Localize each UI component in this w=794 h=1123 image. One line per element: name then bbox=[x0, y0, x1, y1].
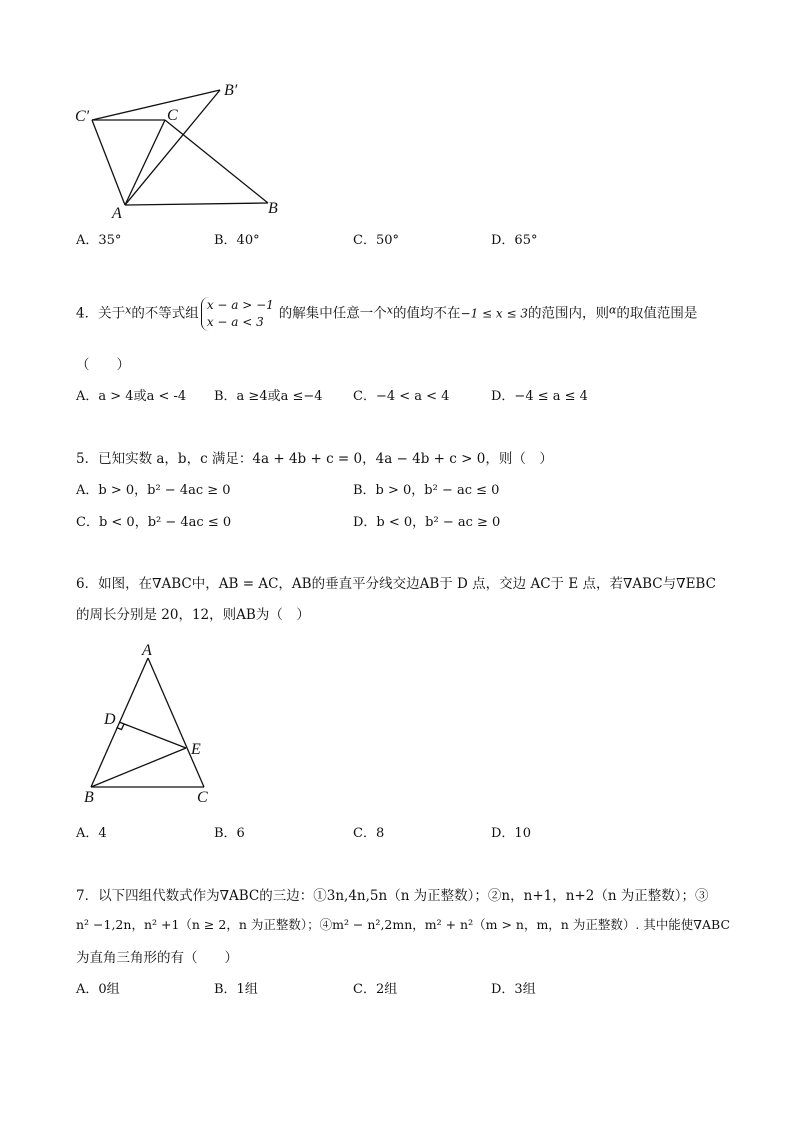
q7-option-b: B．1组 bbox=[214, 982, 258, 997]
figure-q3 bbox=[70, 75, 300, 225]
q7-option-a: A．0组 bbox=[76, 982, 120, 997]
label-b: B bbox=[84, 789, 94, 806]
q5-option-b: B．b > 0，b² − ac ≤ 0 bbox=[353, 483, 500, 498]
q4-option-d: D．−4 ≤ a ≤ 4 bbox=[491, 389, 588, 404]
q3-option-a: A．35° bbox=[76, 233, 122, 248]
label-a: A bbox=[112, 205, 122, 222]
q3-option-c: C．50° bbox=[353, 233, 399, 248]
q7-option-d: D．3组 bbox=[491, 982, 536, 997]
q6-option-c: C．8 bbox=[353, 826, 385, 841]
inequality-system: x − a > −1 x − a < 3 bbox=[201, 297, 277, 331]
label-b-prime: B′ bbox=[224, 82, 238, 99]
q3-option-d: D．65° bbox=[491, 233, 538, 248]
label-c: C bbox=[197, 789, 208, 806]
q7-stem-line2: n² −1,2n，n² +1（n ≥ 2，n 为正整数）；④m² − n²,2mn，m² + n²（m > n，m，n 为正整数）. 其中能使∇ABC bbox=[76, 917, 731, 932]
segment-a-c bbox=[148, 658, 204, 787]
q6-option-a: A．4 bbox=[76, 826, 107, 841]
segment-a-b bbox=[125, 203, 268, 205]
label-a: A bbox=[142, 642, 152, 659]
q4-stem: 4．关于$^x$的不等式组x − a > −1 x − a < 3的解集中任意一个$^x$的值均不在−1 ≤ x ≤ 3的范围内，则$^\alpha$的取值范围是 bbox=[76, 298, 698, 329]
q4-option-c: C．−4 < a < 4 bbox=[353, 389, 450, 404]
q5-option-a: A．b > 0，b² − 4ac ≥ 0 bbox=[76, 483, 231, 498]
segment-d-e bbox=[119, 722, 186, 748]
q6-option-b: B．6 bbox=[214, 826, 245, 841]
q7-option-c: C．2组 bbox=[353, 982, 398, 997]
segment-c-prime-b-prime bbox=[92, 90, 220, 120]
q3-option-b: B．40° bbox=[214, 233, 260, 248]
label-b: B bbox=[268, 200, 278, 217]
q5-option-c: C．b < 0，b² − 4ac ≤ 0 bbox=[76, 515, 232, 530]
q4-paren: （ ） bbox=[76, 357, 130, 373]
q6-stem-line2: 的周长分别是 20，12，则AB为（ ） bbox=[76, 607, 310, 623]
q4-option-b: B．a ≥4或a ≤−4 bbox=[214, 389, 323, 404]
q6-option-d: D．10 bbox=[491, 826, 531, 841]
label-e: E bbox=[191, 741, 201, 758]
q7-stem-line1: 7．以下四组代数式作为∇ABC的三边：①3n,4n,5n（n 为正整数）；②n，n+1，n+2（n 为正整数）；③ bbox=[76, 888, 709, 904]
q4-option-a: A．a > 4或a < -4 bbox=[76, 389, 187, 404]
q7-stem-line3: 为直角三角形的有（ ） bbox=[76, 950, 238, 966]
label-c: C bbox=[167, 107, 178, 124]
label-c-prime: C′ bbox=[75, 108, 90, 125]
segment-c-prime-a bbox=[92, 120, 125, 205]
segment-c-a bbox=[125, 120, 165, 205]
q5-option-d: D．b < 0，b² − ac ≥ 0 bbox=[353, 515, 501, 530]
segment-c-b bbox=[165, 120, 268, 203]
q5-stem: 5．已知实数 a，b，c 满足：4a + 4b + c = 0，4a − 4b + c > 0，则（ ） bbox=[76, 451, 553, 467]
q6-stem-line1: 6．如图，在∇ABC中，AB = AC，AB的垂直平分线交边AB于 D 点，交边 AC于 E 点，若∇ABC与∇EBC bbox=[76, 576, 716, 592]
label-d: D bbox=[104, 711, 116, 728]
figure-q6 bbox=[80, 640, 230, 810]
